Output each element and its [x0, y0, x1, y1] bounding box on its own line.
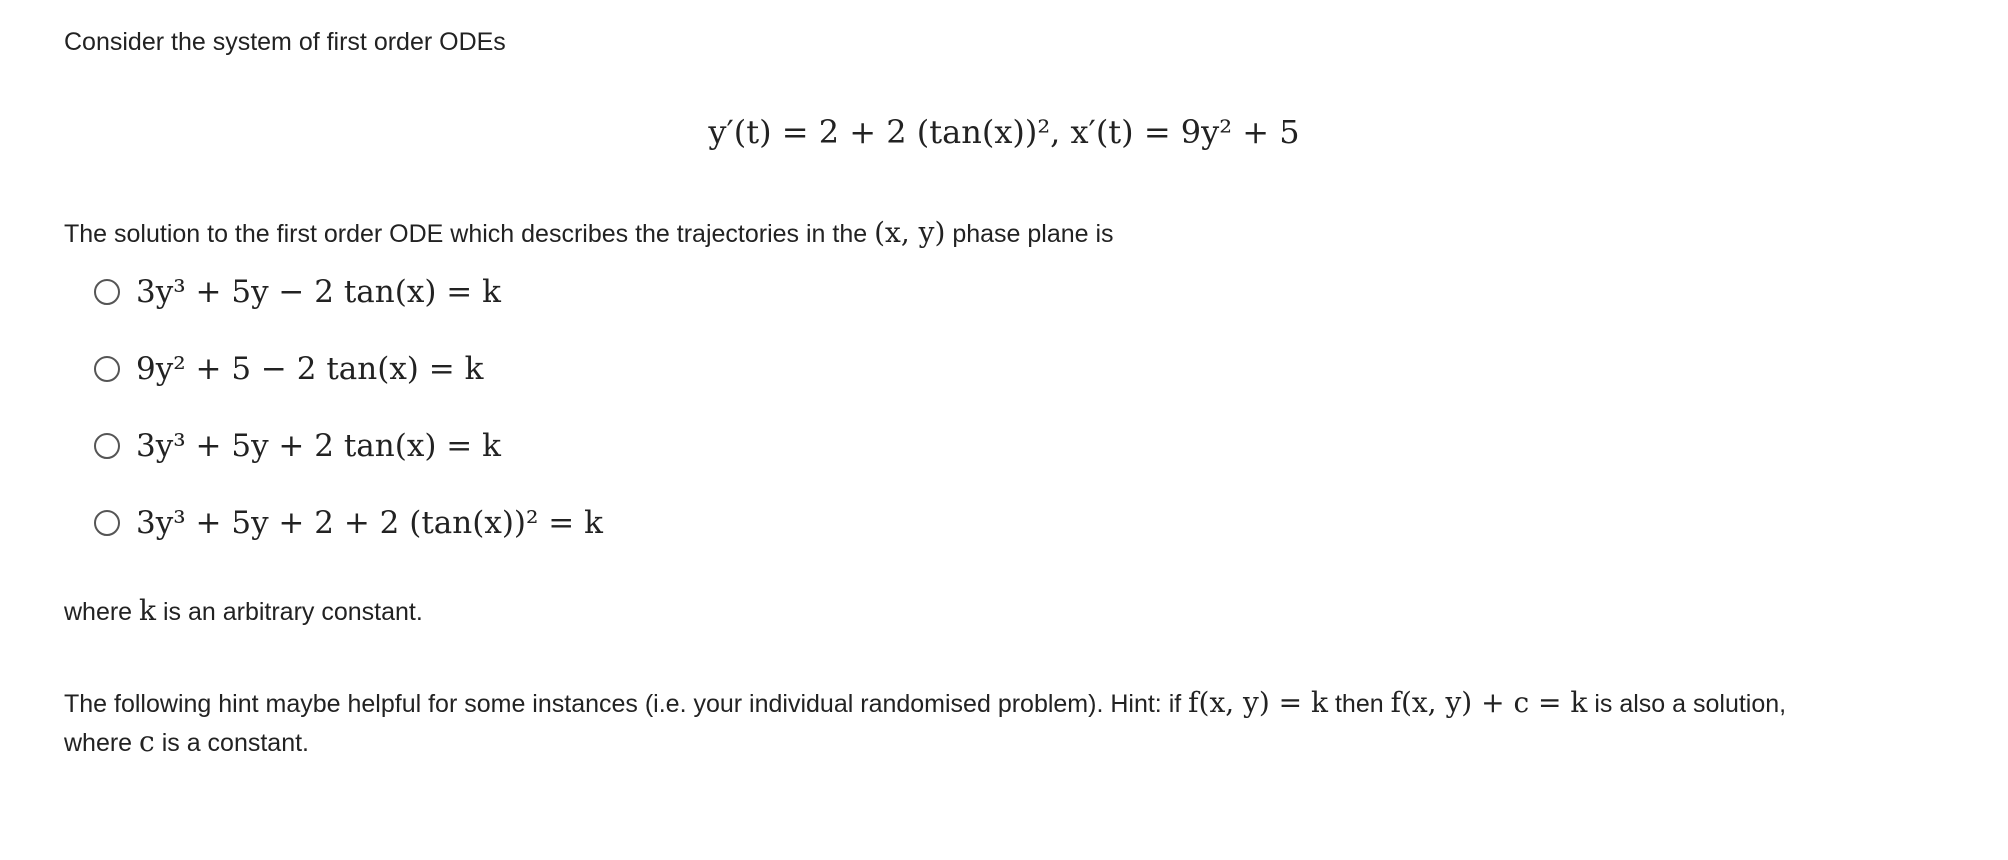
- answer-option-1[interactable]: [94, 268, 603, 316]
- answer-option-label[interactable]: 3y³ + 5y + 2 tan(x) = k: [136, 428, 501, 464]
- hint-line2-after: is a constant.: [161, 729, 309, 757]
- constant-note-math: k: [139, 594, 157, 627]
- answer-option-label[interactable]: 9y² + 5 − 2 tan(x) = k: [136, 351, 484, 387]
- prompt-text-before: The solution to the first order ODE which describes the trajectories in the: [64, 220, 868, 248]
- constant-note-after: is an arbitrary constant.: [162, 598, 423, 626]
- hint-line-1: [64, 684, 1924, 723]
- answer-option-label[interactable]: 3y³ + 5y + 2 + 2 (tan(x))² = k: [136, 505, 603, 541]
- radio-button-2[interactable]: [94, 356, 120, 382]
- hint-paragraph: [64, 684, 1924, 762]
- hint-math-2: f(x, y) + c = k: [1390, 686, 1588, 719]
- prompt-text-after: phase plane is: [952, 220, 1114, 248]
- hint-math-1: f(x, y) = k: [1188, 686, 1329, 719]
- hint-line2-math: c: [139, 725, 155, 758]
- radio-button-4[interactable]: [94, 510, 120, 536]
- radio-button-1[interactable]: [94, 279, 120, 305]
- hint-line-2: [64, 723, 1924, 762]
- prompt-math-phase-plane: (x, y): [874, 216, 946, 249]
- answer-option-label[interactable]: 3y³ + 5y − 2 tan(x) = k: [136, 274, 501, 310]
- question-intro: Consider the system of first order ODEs: [64, 28, 506, 56]
- constant-note: [64, 592, 423, 631]
- hint-text-2: then: [1334, 690, 1384, 718]
- constant-note-before: where: [64, 598, 133, 626]
- hint-text-3: is also a solution,: [1594, 690, 1787, 718]
- answer-option-2[interactable]: [94, 345, 603, 393]
- radio-button-3[interactable]: [94, 433, 120, 459]
- answer-options: [94, 268, 603, 576]
- ode-system-equation: y′(t) = 2 + 2 (tan(x))², x′(t) = 9y² + 5: [708, 113, 1300, 151]
- answer-option-4[interactable]: [94, 499, 603, 547]
- question-prompt: [64, 214, 1114, 253]
- hint-text-1: The following hint maybe helpful for some instances (i.e. your individual randomised problem). Hint: if: [64, 690, 1182, 718]
- answer-option-3[interactable]: [94, 422, 603, 470]
- hint-line2-before: where: [64, 729, 133, 757]
